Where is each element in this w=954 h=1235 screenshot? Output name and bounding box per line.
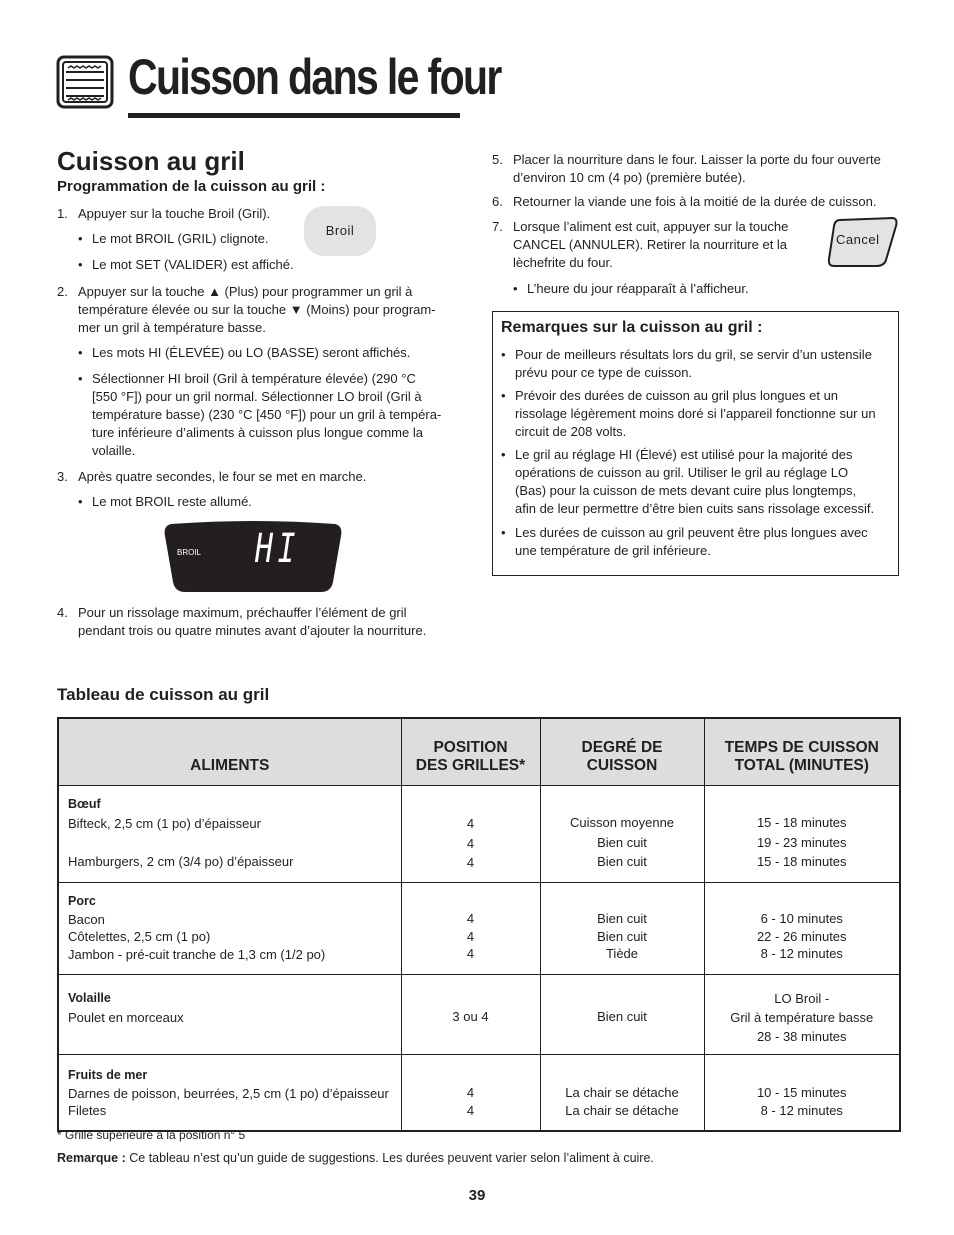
table-row: Fruits de mer Darnes de poisson, beurrées, 2,5 cm (1 po) d’épaisseur Filetes 4 4 La chair se détache La chair se détache 10 - 15 minutes 8 - 12 minutes — [58, 1055, 900, 1131]
step-1-bullet-1: • Le mot BROIL (GRIL) clignote. — [92, 230, 269, 248]
cancel-key-label: Cancel — [836, 232, 880, 247]
step-3-bullet: • Le mot BROIL reste allumé. — [92, 493, 252, 511]
notes-title: Remarques sur la cuisson au gril : — [501, 319, 763, 336]
title-underline — [128, 113, 460, 118]
step-2-bullet-2: • Sélectionner HI broil (Gril à température élevée) (290 °C [550 °F]) pour un gril normal. Sélectionner LO broil (Gril à température basse) (230 °C [450 °F]) pour un gril à tempéra- ture inférieure d’aliments à cuisson plus longue comme la volaille. — [92, 370, 441, 460]
header-doneness: DEGRÉ DE CUISSON — [540, 718, 704, 786]
section-subtitle: Programmation de la cuisson au gril : — [57, 178, 326, 195]
step-2-bullet-1: • Les mots HI (ÉLEVÉE) ou LO (BASSE) seront affichés. — [92, 344, 410, 362]
broil-table — [57, 717, 901, 1132]
oven-icon — [56, 55, 114, 109]
step-7-bullet: • L’heure du jour réapparaît à l’afficheur. — [527, 280, 749, 298]
cancel-key-button[interactable] — [826, 216, 898, 268]
page-title: Cuisson dans le four — [128, 49, 501, 105]
table-row: Bœuf Bifteck, 2,5 cm (1 po) d’épaisseur Hamburgers, 2 cm (3/4 po) d’épaisseur 4 4 4 Cuisson moyenne Bien cuit Bien cuit 15 - 18 minutes 19 - 23 minutes 15 - 18 minutes — [58, 786, 900, 883]
header-time: TEMPS DE CUISSON TOTAL (MINUTES) — [704, 718, 900, 786]
page-number: 39 — [468, 1187, 486, 1204]
table-row: Porc Bacon Côtelettes, 2,5 cm (1 po) Jambon - pré-cuit tranche de 1,3 cm (1/2 po) 4 4 4 Bien cuit Bien cuit Tiède 6 - 10 minutes 22 - 26 minutes 8 - 12 minutes — [58, 883, 900, 975]
header-position: POSITION DES GRILLES* — [401, 718, 540, 786]
table-title: Tableau de cuisson au gril — [57, 685, 270, 704]
step-1-bullet-2: • Le mot SET (VALIDER) est affiché. — [92, 256, 294, 274]
table-header-row — [58, 718, 900, 786]
broil-key-button[interactable]: Broil — [304, 206, 376, 256]
section-title: Cuisson au gril — [57, 146, 245, 176]
footnote: * Grille supérieure à la position n° 5 — [57, 1128, 246, 1142]
note-item: • Les durées de cuisson au gril peuvent être plus longues avec une température de gril inférieure. — [515, 524, 868, 560]
display-value: HI — [255, 526, 301, 572]
header-food: ALIMENTS — [58, 718, 401, 786]
note-item: • Le gril au réglage HI (Élevé) est utilisé pour la majorité des opérations de cuisson au gril. Utiliser le gril au réglage LO (Bas) pour la cuisson de mets devant cuire plus longtemps, afin de leur permettre d’être bien cuits sans rissolage excessif. — [515, 446, 874, 518]
table-row: Volaille Poulet en morceaux 3 ou 4 Bien cuit LO Broil - Gril à température basse 28 - 38 minutes — [58, 975, 900, 1055]
notes-box — [492, 311, 899, 576]
display-label: BROIL — [177, 548, 202, 557]
oven-display-panel — [163, 520, 343, 594]
note-item: • Pour de meilleurs résultats lors du gril, se servir d’un ustensile prévu pour ce type de cuisson. — [515, 346, 872, 382]
remark: Remarque : Ce tableau n’est qu’un guide de suggestions. Les durées peuvent varier selon l’aliment à cuire. — [57, 1151, 654, 1165]
note-item: • Prévoir des durées de cuisson au gril plus longues et un rissolage légèrement moins doré si l’appareil fonctionne sur un circuit de 208 volts. — [515, 387, 876, 441]
